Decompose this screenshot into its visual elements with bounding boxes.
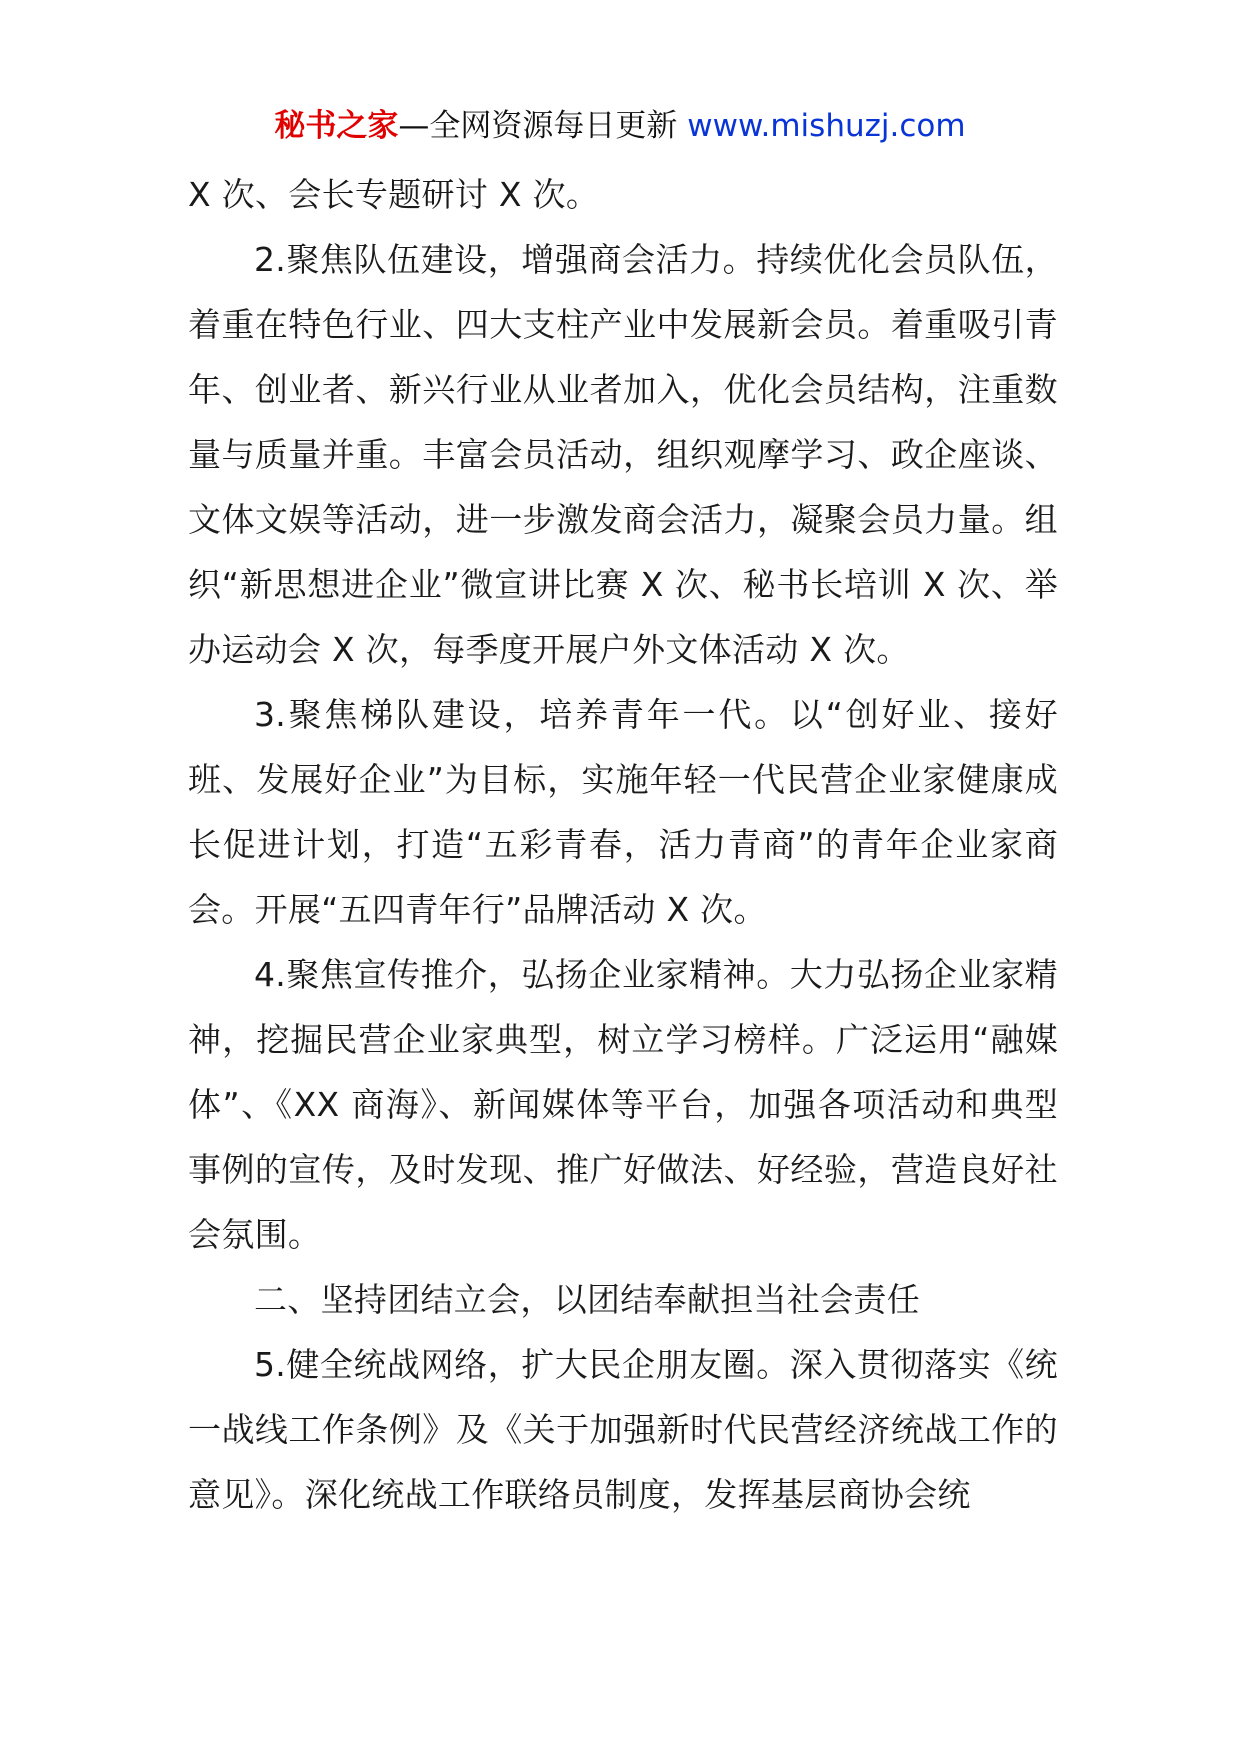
- paragraph-item-3: 3.聚焦梯队建设，培养青年一代。以“创好业、接好班、发展好企业”为目标，实施年轻一代民营企业家健康成长促进计划，打造“五彩青春，活力青商”的青年企业家商会。开展“五四青年行”品牌活动 X 次。: [188, 695, 1058, 929]
- site-url-link[interactable]: www.mishuzj.com: [687, 108, 966, 144]
- document-body: [188, 162, 1058, 1527]
- paragraph-item-2: 2.聚焦队伍建设，增强商会活力。持续优化会员队伍，着重在特色行业、四大支柱产业中发展新会员。着重吸引青年、创业者、新兴行业从业者加入，优化会员结构，注重数量与质量并重。丰富会员活动，组织观摩学习、政企座谈、文体文娱等活动，进一步激发商会活力，凝聚会员力量。组织“新思想进企业”微宣讲比赛 X 次、秘书长培训 X 次、举办运动会 X 次，每季度开展户外文体活动 X 次。: [188, 240, 1058, 669]
- site-header: [0, 98, 1240, 154]
- paragraph-item-4: 4.聚焦宣传推介，弘扬企业家精神。大力弘扬企业家精神，挖掘民营企业家典型，树立学习榜样。广泛运用“融媒体”、《XX 商海》、新闻媒体等平台，加强各项活动和典型事例的宣传，及时发现、推广好做法、好经验，营造良好社会氛围。: [188, 955, 1058, 1254]
- section-heading: 二、坚持团结立会，以团结奉献担当社会责任: [254, 1280, 920, 1319]
- brand-name: 秘书之家: [274, 108, 399, 144]
- paragraph-item-5: 5.健全统战网络，扩大民企朋友圈。深入贯彻落实《统一战线工作条例》及《关于加强新时代民营经济统战工作的意见》。深化统战工作联络员制度，发挥基层商协会统: [188, 1345, 1058, 1514]
- paragraph-continuation: X 次、会长专题研讨 X 次。: [188, 175, 600, 214]
- header-tagline: —全网资源每日更新: [398, 108, 678, 144]
